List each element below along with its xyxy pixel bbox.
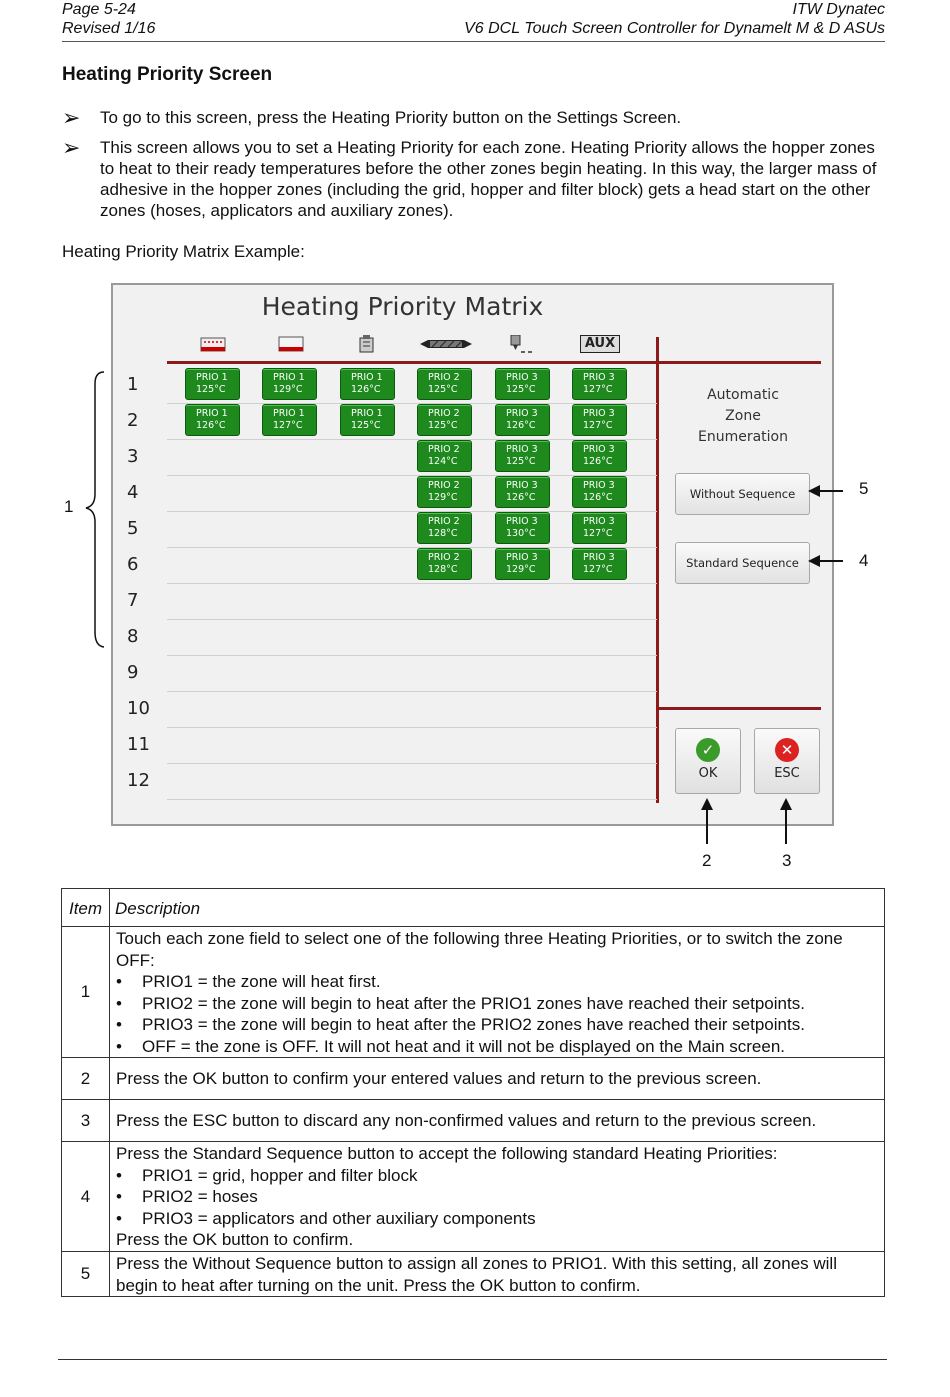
temperature-label: 127°C [583, 564, 613, 575]
zone-priority-cell[interactable] [572, 368, 627, 400]
description-cell [110, 1142, 885, 1252]
callout-5: 5 [859, 479, 869, 498]
filter-block-icon [356, 335, 378, 353]
footer-rule [58, 1359, 887, 1360]
priority-label: PRIO 2 [428, 480, 460, 491]
zone-priority-cell[interactable] [572, 548, 627, 580]
list-item-text: PRIO3 = applicators and other auxiliary components [142, 1208, 536, 1228]
list-item: • PRIO2 = the zone will begin to heat after the PRIO1 zones have reached their setpoints. [116, 993, 805, 1013]
temperature-label: 130°C [506, 528, 536, 539]
arrow-bullet-icon: ➢ [62, 135, 81, 160]
temperature-label: 125°C [196, 384, 226, 395]
row-number: 3 [127, 446, 139, 467]
callout-2-line [706, 808, 708, 844]
row-separator [167, 691, 657, 692]
table-row [62, 1142, 885, 1252]
without-sequence-button[interactable]: Without Sequence [675, 473, 810, 515]
list-item-text: PRIO1 = the zone will heat first. [142, 972, 381, 991]
bullet-item [62, 137, 892, 221]
zone-priority-cell[interactable] [417, 440, 472, 472]
zone-priority-cell[interactable] [417, 548, 472, 580]
item-header: Item [62, 889, 110, 927]
callout-5-arrowhead [808, 485, 820, 497]
auto-line-1: Automatic [707, 387, 779, 403]
temperature-label: 125°C [428, 384, 458, 395]
description-table [61, 888, 885, 1297]
description-intro: Press the Standard Sequence button to accept the following standard Heating Priorities: [116, 1144, 778, 1164]
row-separator [167, 619, 657, 620]
temperature-label: 125°C [351, 420, 381, 431]
list-item: • OFF = the zone is OFF. It will not heat and it will not be displayed on the Main screen. [116, 1036, 786, 1056]
list-item-text: PRIO3 = the zone will begin to heat after the PRIO2 zones have reached their setpoints. [142, 1015, 805, 1034]
priority-label: PRIO 3 [506, 372, 538, 383]
temperature-label: 125°C [506, 384, 536, 395]
button-divider [656, 707, 821, 710]
table-row [62, 927, 885, 1058]
list-item: • PRIO1 = grid, hopper and filter block [116, 1165, 418, 1185]
priority-label: PRIO 2 [428, 516, 460, 527]
temperature-label: 126°C [351, 384, 381, 395]
header-divider [167, 361, 821, 364]
item-number: 5 [62, 1252, 110, 1297]
callout-1: 1 [64, 497, 74, 516]
priority-label: PRIO 2 [428, 408, 460, 419]
priority-label: PRIO 3 [583, 444, 615, 455]
priority-label: PRIO 1 [196, 408, 228, 419]
esc-label: ESC [774, 766, 800, 781]
standard-sequence-button[interactable]: Standard Sequence [675, 542, 810, 584]
revision: Revised 1/16 [62, 20, 156, 37]
zone-priority-cell[interactable] [185, 404, 240, 436]
page-header [62, 0, 885, 42]
row-number: 11 [127, 734, 150, 755]
list-item: • PRIO3 = the zone will begin to heat after the PRIO2 zones have reached their setpoints. [116, 1015, 805, 1034]
description-cell: Press the OK button to confirm your entered values and return to the previous screen. [110, 1058, 885, 1100]
list-item-text: PRIO2 = the zone will begin to heat after the PRIO1 zones have reached their setpoints. [142, 993, 805, 1013]
temperature-label: 126°C [583, 456, 613, 467]
list-item-text: PRIO2 = hoses [142, 1187, 258, 1207]
temperature-label: 128°C [428, 528, 458, 539]
heating-priority-screen [111, 283, 834, 826]
vertical-divider [656, 337, 659, 803]
priority-label: PRIO 3 [583, 408, 615, 419]
zone-priority-cell[interactable] [417, 368, 472, 400]
priority-label: PRIO 2 [428, 372, 460, 383]
temperature-label: 124°C [428, 456, 458, 467]
zone-priority-cell[interactable] [340, 404, 395, 436]
description-cell: Press the ESC button to discard any non-confirmed values and return to the previous screen. [110, 1100, 885, 1142]
row-separator [167, 763, 657, 764]
temperature-label: 128°C [428, 564, 458, 575]
description-cell: Press the Without Sequence button to assign all zones to PRIO1. With this setting, all zones will begin to heat after turning on the unit. Press the OK button to confirm. [110, 1252, 885, 1297]
check-icon: ✓ [696, 738, 720, 762]
screen-title: Heating Priority Matrix [261, 292, 544, 321]
bullet-item [62, 107, 892, 128]
temperature-label: 125°C [506, 456, 536, 467]
temperature-label: 127°C [273, 420, 303, 431]
description-outro: Press the OK button to confirm. [116, 1230, 354, 1250]
temperature-label: 127°C [583, 528, 613, 539]
list-item: • PRIO3 = applicators and other auxiliary components [116, 1208, 536, 1228]
priority-label: PRIO 1 [273, 372, 305, 383]
ok-label: OK [698, 766, 718, 781]
rows-brace [84, 370, 106, 650]
item-number: 2 [62, 1058, 110, 1100]
row-number: 2 [127, 410, 139, 431]
priority-label: PRIO 3 [506, 408, 538, 419]
row-number: 8 [127, 626, 139, 647]
priority-label: PRIO 1 [351, 408, 383, 419]
zone-priority-cell[interactable] [417, 476, 472, 508]
row-separator [167, 655, 657, 656]
list-item-text: PRIO1 = grid, hopper and filter block [142, 1165, 418, 1185]
ok-button[interactable] [675, 728, 741, 794]
zone-priority-cell[interactable] [572, 440, 627, 472]
priority-label: PRIO 3 [506, 552, 538, 563]
auto-zone-enumeration-label [673, 385, 813, 448]
priority-label: PRIO 2 [428, 552, 460, 563]
table-row [62, 1252, 885, 1297]
hopper-icon [278, 335, 304, 353]
callout-3-line [785, 808, 787, 844]
callout-4-line [818, 560, 843, 562]
row-number: 10 [127, 698, 150, 719]
temperature-label: 126°C [583, 492, 613, 503]
company-name: ITW Dynatec [792, 1, 885, 18]
row-number: 6 [127, 554, 139, 575]
priority-label: PRIO 3 [506, 480, 538, 491]
row-number: 7 [127, 590, 139, 611]
temperature-label: 127°C [583, 384, 613, 395]
row-number: 5 [127, 518, 139, 539]
row-separator [167, 727, 657, 728]
zone-priority-cell[interactable] [495, 476, 550, 508]
document-title: V6 DCL Touch Screen Controller for Dynamelt M & D ASUs [464, 20, 885, 37]
temperature-label: 126°C [506, 420, 536, 431]
priority-label: PRIO 3 [583, 480, 615, 491]
zone-priority-cell[interactable] [417, 404, 472, 436]
description-intro: Touch each zone field to select one of the following three Heating Priorities, or to switch the zone OFF: [116, 929, 843, 970]
temperature-label: 126°C [506, 492, 536, 503]
priority-label: PRIO 3 [506, 516, 538, 527]
item-number: 4 [62, 1142, 110, 1252]
aux-icon: AUX [580, 335, 620, 353]
grid-icon [200, 335, 226, 353]
priority-label: PRIO 2 [428, 444, 460, 455]
section-title: Heating Priority Screen [62, 64, 273, 85]
hose-icon [420, 335, 472, 353]
priority-label: PRIO 3 [583, 552, 615, 563]
temperature-label: 129°C [506, 564, 536, 575]
zone-priority-cell[interactable] [495, 512, 550, 544]
callout-4: 4 [859, 551, 869, 570]
callout-3: 3 [782, 851, 792, 870]
temperature-label: 129°C [273, 384, 303, 395]
callout-2: 2 [702, 851, 712, 870]
temperature-label: 126°C [196, 420, 226, 431]
auto-line-3: Enumeration [698, 429, 788, 445]
zone-priority-cell[interactable] [417, 512, 472, 544]
table-row [62, 1100, 885, 1142]
table-header-row [62, 889, 885, 927]
temperature-label: 127°C [583, 420, 613, 431]
row-number: 9 [127, 662, 139, 683]
item-number: 3 [62, 1100, 110, 1142]
temperature-label: 125°C [428, 420, 458, 431]
zone-priority-cell[interactable] [572, 476, 627, 508]
priority-label: PRIO 1 [196, 372, 228, 383]
temperature-label: 129°C [428, 492, 458, 503]
zone-priority-cell[interactable] [495, 368, 550, 400]
priority-label: PRIO 3 [583, 372, 615, 383]
page-number: Page 5-24 [62, 1, 136, 18]
zone-priority-cell[interactable] [262, 404, 317, 436]
zone-priority-cell[interactable] [495, 548, 550, 580]
callout-5-line [818, 490, 843, 492]
priority-label: PRIO 1 [273, 408, 305, 419]
priority-label: PRIO 1 [351, 372, 383, 383]
bullet-text: To go to this screen, press the Heating Priority button on the Settings Screen. [100, 108, 682, 127]
zone-priority-cell[interactable] [495, 440, 550, 472]
item-number: 1 [62, 927, 110, 1058]
priority-label: PRIO 3 [506, 444, 538, 455]
zone-priority-cell[interactable] [262, 368, 317, 400]
table-row [62, 1058, 885, 1100]
callout-4-arrowhead [808, 555, 820, 567]
zone-priority-cell[interactable] [572, 512, 627, 544]
auto-line-2: Zone [725, 408, 761, 424]
close-icon: ✕ [775, 738, 799, 762]
list-item: • PRIO1 = the zone will heat first. [116, 972, 381, 991]
arrow-bullet-icon: ➢ [62, 105, 81, 130]
bullet-text: This screen allows you to set a Heating Priority for each zone. Heating Priority allows the hopper zones to heat to their ready temperatures before the other zones begin heating. In this way, the larger mass of adhesive in the hopper zones (including the grid, hopper and filter block) gets a head start on the other zones (hoses, applicators and auxiliary zones). [100, 138, 877, 220]
example-label: Heating Priority Matrix Example: [62, 242, 305, 261]
row-separator [167, 583, 657, 584]
priority-label: PRIO 3 [583, 516, 615, 527]
list-item-text: OFF = the zone is OFF. It will not heat and it will not be displayed on the Main screen. [142, 1036, 786, 1056]
zone-priority-cell[interactable] [495, 404, 550, 436]
description-cell [110, 927, 885, 1058]
zone-priority-cell[interactable] [340, 368, 395, 400]
row-number: 12 [127, 770, 150, 791]
applicator-icon [509, 335, 537, 353]
description-header: Description [110, 889, 885, 927]
esc-button[interactable] [754, 728, 820, 794]
row-separator [167, 799, 657, 800]
zone-priority-cell[interactable] [572, 404, 627, 436]
zone-priority-cell[interactable] [185, 368, 240, 400]
row-number: 4 [127, 482, 139, 503]
row-number: 1 [127, 374, 139, 395]
list-item: • PRIO2 = hoses [116, 1187, 258, 1207]
